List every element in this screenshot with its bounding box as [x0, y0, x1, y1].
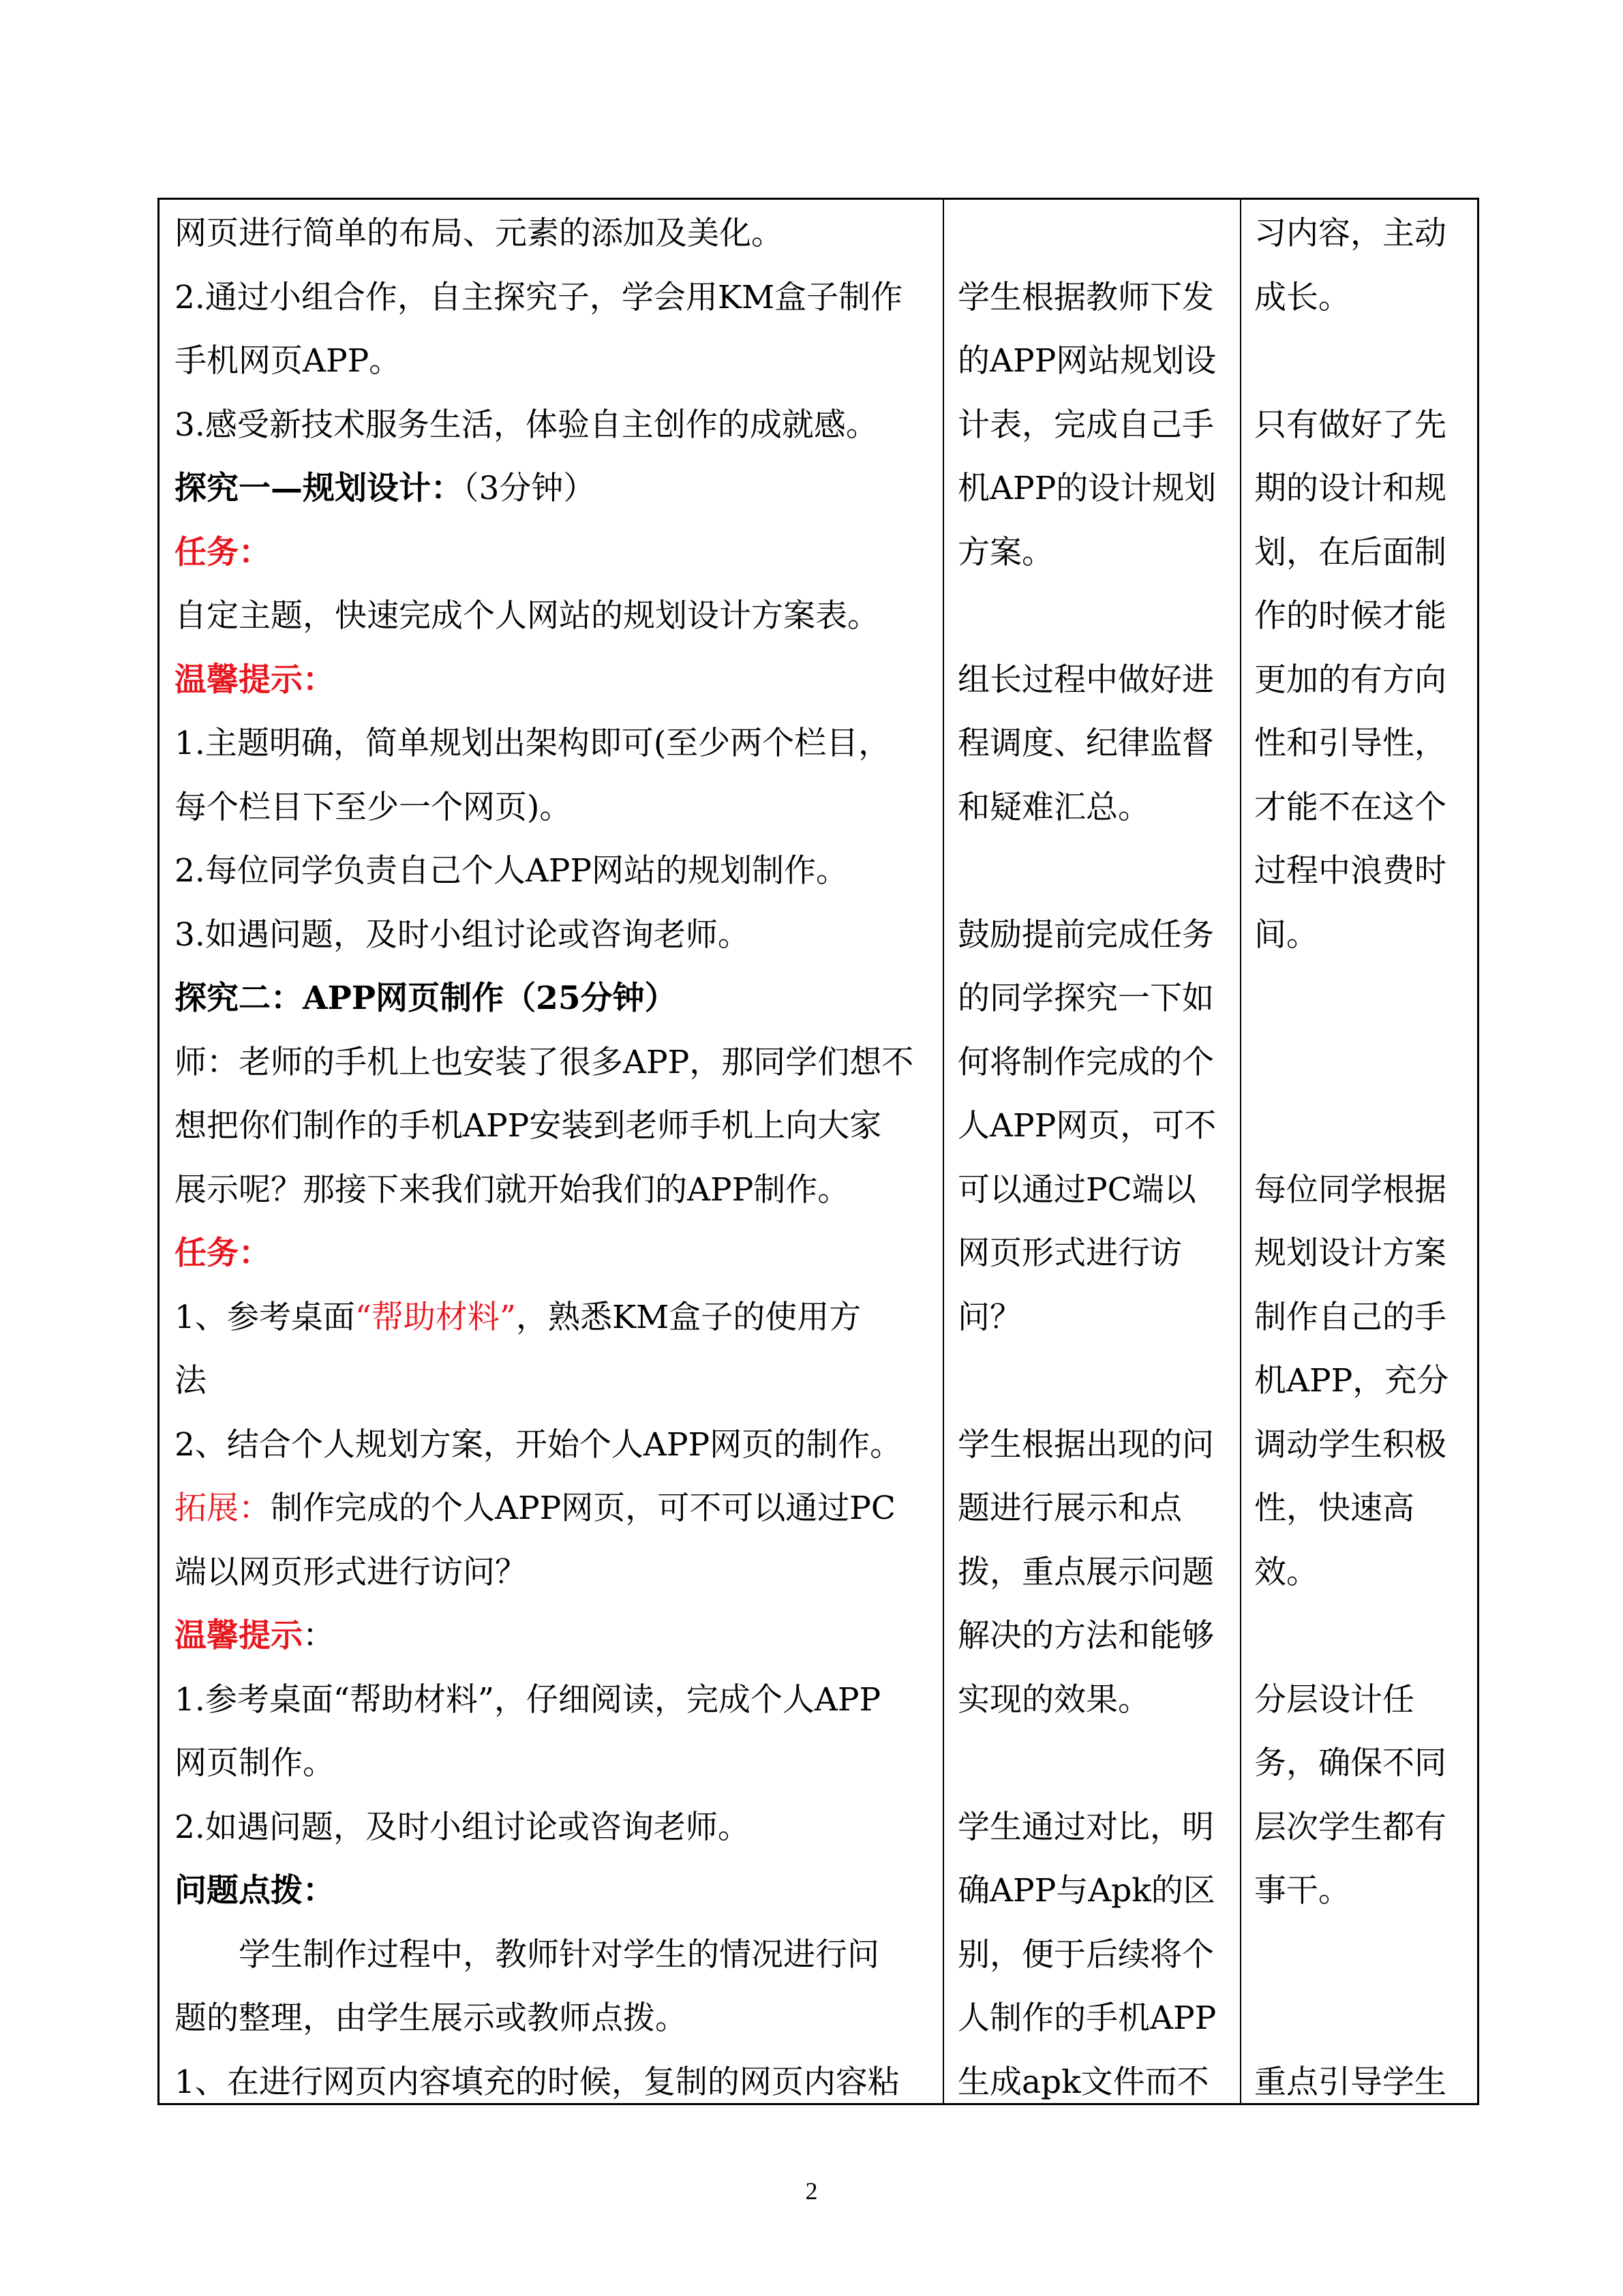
col2-line: 何将制作完成的个 — [958, 1043, 1214, 1081]
text-segment: （3分钟） — [463, 470, 596, 507]
col1-line: 3.感受新技术服务生活，体验自主创作的成就感。 — [175, 406, 878, 444]
col1-line: 任务： — [175, 1235, 271, 1272]
col3-line: 性和引导性， — [1254, 725, 1446, 762]
col3-line: 规划设计方案 — [1254, 1235, 1446, 1272]
col2-line: 人制作的手机APP — [958, 1999, 1217, 2037]
col3-line: 间。 — [1254, 916, 1318, 954]
col3-line: 只有做好了先 — [1254, 406, 1446, 444]
col1-line: 3.如遇问题，及时小组讨论或咨询老师。 — [175, 916, 750, 954]
col2-line: 生成apk文件而不 — [958, 2063, 1209, 2101]
col2-line: 解决的方法和能够 — [958, 1617, 1214, 1655]
text-segment: 拓展： — [175, 1490, 271, 1527]
col1-line: 展示呢？那接下来我们就开始我们的APP制作。 — [175, 1170, 850, 1209]
text-segment: 探究一—规划设计： — [175, 470, 463, 507]
col1-line: 自定主题，快速完成个人网站的规划设计方案表。 — [175, 597, 879, 635]
col1-line — [175, 1297, 861, 1338]
col2-line: 的APP网站规划设 — [958, 342, 1217, 380]
column-divider-2 — [1240, 200, 1241, 2103]
col3-line: 务，确保不同 — [1254, 1744, 1446, 1782]
text-segment: 1、参考桌面 — [175, 1298, 355, 1336]
col3-line: 作的时候才能 — [1254, 597, 1446, 635]
col2-line: 实现的效果。 — [958, 1680, 1150, 1719]
col3-line: 层次学生都有 — [1254, 1808, 1446, 1846]
col2-line: 问？ — [958, 1298, 1022, 1336]
col2-line: 机APP的设计规划 — [958, 470, 1217, 507]
col1-line: 每个栏目下至少一个网页)。 — [175, 788, 572, 826]
col3-line: 机APP，充分 — [1254, 1362, 1449, 1400]
col1-line: 学生制作过程中，教师针对学生的情况进行问 — [175, 1935, 879, 1974]
col1-line: 端以网页形式进行访问？ — [175, 1553, 527, 1591]
col1-line: 任务： — [175, 533, 271, 571]
col1-line: 题的整理，由学生展示或教师点拨。 — [175, 1999, 687, 2037]
column-divider-1 — [943, 200, 944, 2103]
col3-line: 事干。 — [1254, 1872, 1350, 1909]
col3-line: 划，在后面制 — [1254, 533, 1446, 571]
col2-line: 拨，重点展示问题 — [958, 1553, 1214, 1591]
col1-line: 2.每位同学负责自己个人APP网站的规划制作。 — [175, 852, 849, 890]
col3-line: 过程中浪费时 — [1254, 852, 1446, 890]
col2-line: 和疑难汇总。 — [958, 788, 1150, 826]
col1-line: 2.通过小组合作，自主探究子，学会用KM盒子制作 — [175, 278, 903, 316]
col1-line: 探究二：APP网页制作（25分钟） — [175, 980, 677, 1017]
col3-line: 成长。 — [1254, 278, 1350, 316]
col2-line: 组长过程中做好进 — [958, 661, 1214, 699]
col3-line: 重点引导学生 — [1254, 2063, 1446, 2101]
design-intent-column — [1254, 200, 1472, 2103]
col3-line: 调动学生积极 — [1254, 1425, 1446, 1464]
col2-line: 学生根据教师下发 — [958, 278, 1214, 316]
col1-line: 2.如遇问题，及时小组讨论或咨询老师。 — [175, 1808, 750, 1846]
col1-line: 师：老师的手机上也安装了很多APP，那同学们想不 — [175, 1043, 914, 1081]
col3-line: 性，快速高 — [1254, 1490, 1414, 1527]
col3-line: 习内容，主动 — [1254, 215, 1446, 252]
col1-line: 手机网页APP。 — [175, 342, 401, 380]
col1-line: 想把你们制作的手机APP安装到老师手机上向大家 — [175, 1107, 882, 1145]
col3-line: 更加的有方向 — [1254, 661, 1446, 699]
col2-line: 方案。 — [958, 533, 1054, 571]
col2-line: 题进行展示和点 — [958, 1490, 1182, 1527]
col2-line: 可以通过PC端以 — [958, 1170, 1196, 1209]
text-segment: ： — [303, 1617, 335, 1655]
col2-line: 学生通过对比，明 — [958, 1808, 1214, 1846]
col1-line: 网页进行简单的布局、元素的添加及美化。 — [175, 215, 783, 252]
student-activity-column — [958, 200, 1234, 2103]
page-number: 2 — [805, 2177, 818, 2205]
col1-line: 温馨提示： — [175, 661, 335, 699]
col1-line: 1、在进行网页内容填充的时候，复制的网页内容粘 — [175, 2063, 900, 2101]
col2-line: 计表，完成自己手 — [958, 406, 1214, 444]
col1-line: 法 — [175, 1362, 207, 1400]
col2-line: 鼓励提前完成任务 — [958, 916, 1214, 954]
col2-line: 确APP与Apk的区 — [958, 1872, 1215, 1909]
col3-line: 制作自己的手 — [1254, 1298, 1446, 1336]
col2-line: 网页形式进行访 — [958, 1235, 1182, 1272]
col1-line: 1.参考桌面“帮助材料”，仔细阅读，完成个人APP — [175, 1680, 881, 1719]
col3-line: 期的设计和规 — [1254, 470, 1446, 507]
col3-line: 效。 — [1254, 1553, 1318, 1591]
text-segment: “帮助材料” — [354, 1298, 516, 1336]
col2-line: 别，便于后续将个 — [958, 1935, 1214, 1974]
col3-line: 每位同学根据 — [1254, 1170, 1446, 1209]
teaching-content-column — [175, 200, 938, 2103]
col1-line: 2、结合个人规划方案，开始个人APP网页的制作。 — [175, 1425, 902, 1464]
col3-line: 分层设计任 — [1254, 1680, 1414, 1719]
col3-line: 才能不在这个 — [1254, 788, 1446, 826]
text-segment: ，熟悉KM盒子的使用方 — [515, 1298, 862, 1336]
col1-line — [175, 1616, 335, 1657]
col2-line: 的同学探究一下如 — [958, 980, 1214, 1017]
text-segment: 温馨提示 — [175, 1617, 303, 1655]
col1-line — [175, 1488, 896, 1529]
col2-line: 人APP网页，可不 — [958, 1107, 1217, 1145]
text-segment: 制作完成的个人APP网页，可不可以通过PC — [271, 1490, 896, 1527]
col1-line: 问题点拨： — [175, 1872, 335, 1909]
col2-line: 程调度、纪律监督 — [958, 725, 1214, 762]
col1-line — [175, 468, 595, 509]
lesson-plan-table — [157, 198, 1479, 2105]
col1-line: 网页制作。 — [175, 1744, 335, 1782]
col1-line: 1.主题明确，简单规划出架构即可(至少两个栏目， — [175, 725, 891, 762]
col2-line: 学生根据出现的问 — [958, 1425, 1214, 1464]
